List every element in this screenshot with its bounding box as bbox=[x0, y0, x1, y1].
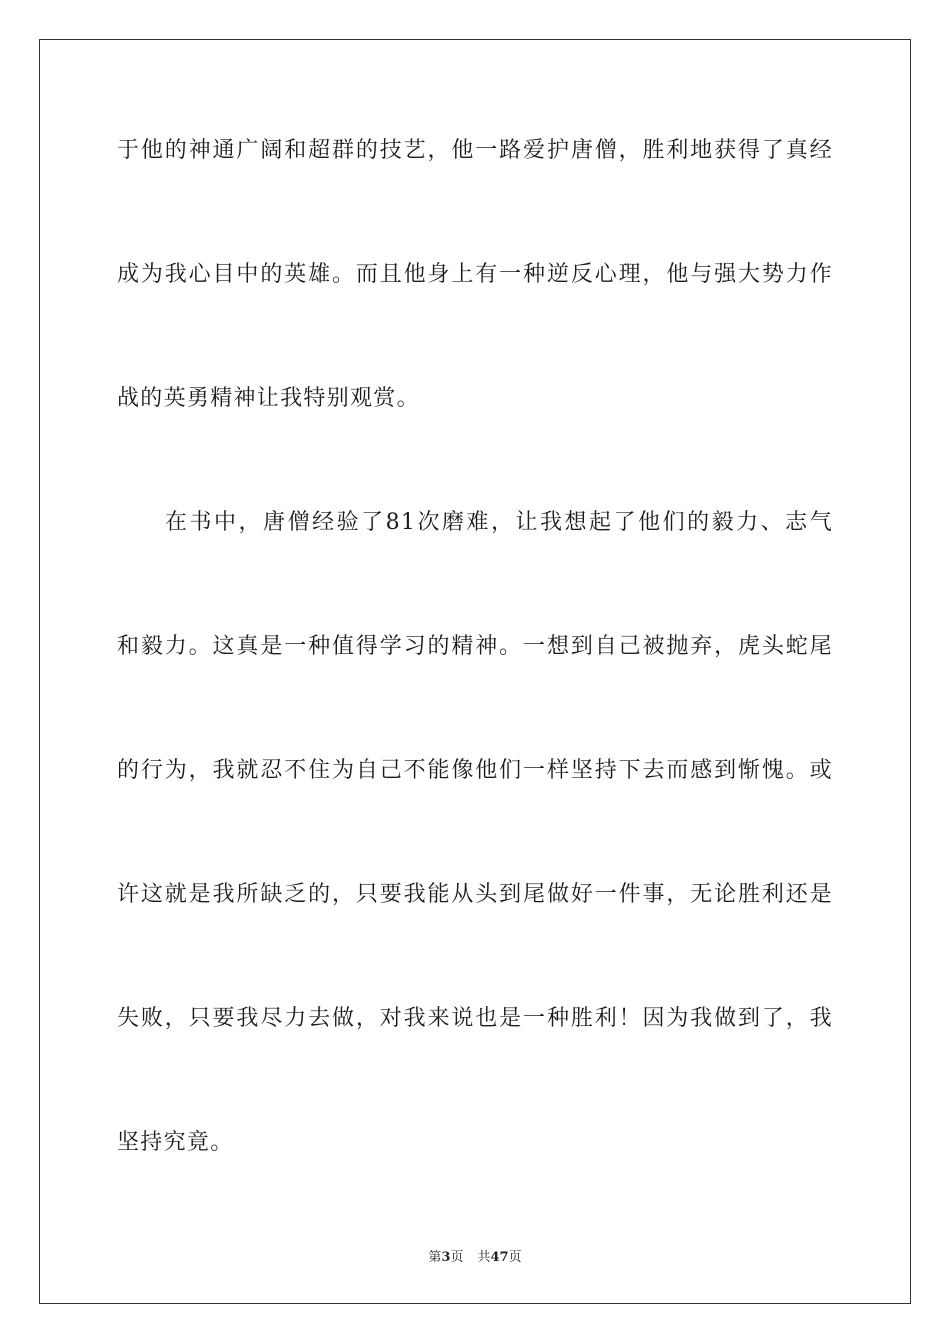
paragraph-line-1: 于他的神通广阔和超群的技艺，他一路爱护唐僧，胜利地获得了真经 bbox=[117, 138, 833, 163]
paragraph-line-4: 在书中，唐僧经验了81次磨难，让我想起了他们的毅力、志气 bbox=[165, 510, 833, 535]
paragraph-line-2: 成为我心目中的英雄。而且他身上有一种逆反心理，他与强大势力作 bbox=[117, 262, 833, 287]
page-footer bbox=[0, 1249, 950, 1267]
page-label-prefix: 第 bbox=[428, 1250, 442, 1265]
total-pages: 47 bbox=[490, 1250, 509, 1265]
paragraph-line-8: 失败，只要我尽力去做，对我来说也是一种胜利！因为我做到了，我 bbox=[117, 1006, 833, 1031]
page-label-suffix: 页 bbox=[450, 1250, 464, 1265]
page-border bbox=[39, 39, 911, 1304]
total-label-suffix: 页 bbox=[508, 1250, 522, 1265]
paragraph-line-5: 和毅力。这真是一种值得学习的精神。一想到自己被抛弃，虎头蛇尾 bbox=[117, 634, 833, 659]
paragraph-line-9: 坚持究竟。 bbox=[117, 1130, 234, 1155]
paragraph-line-7: 许这就是我所缺乏的，只要我能从头到尾做好一件事，无论胜利还是 bbox=[117, 882, 833, 907]
paragraph-line-6: 的行为，我就忍不住为自己不能像他们一样坚持下去而感到惭愧。或 bbox=[117, 758, 833, 783]
page-number: 3 bbox=[441, 1250, 451, 1265]
paragraph-line-3: 战的英勇精神让我特别观赏。 bbox=[117, 386, 420, 411]
total-label-prefix: 共 bbox=[477, 1250, 491, 1265]
